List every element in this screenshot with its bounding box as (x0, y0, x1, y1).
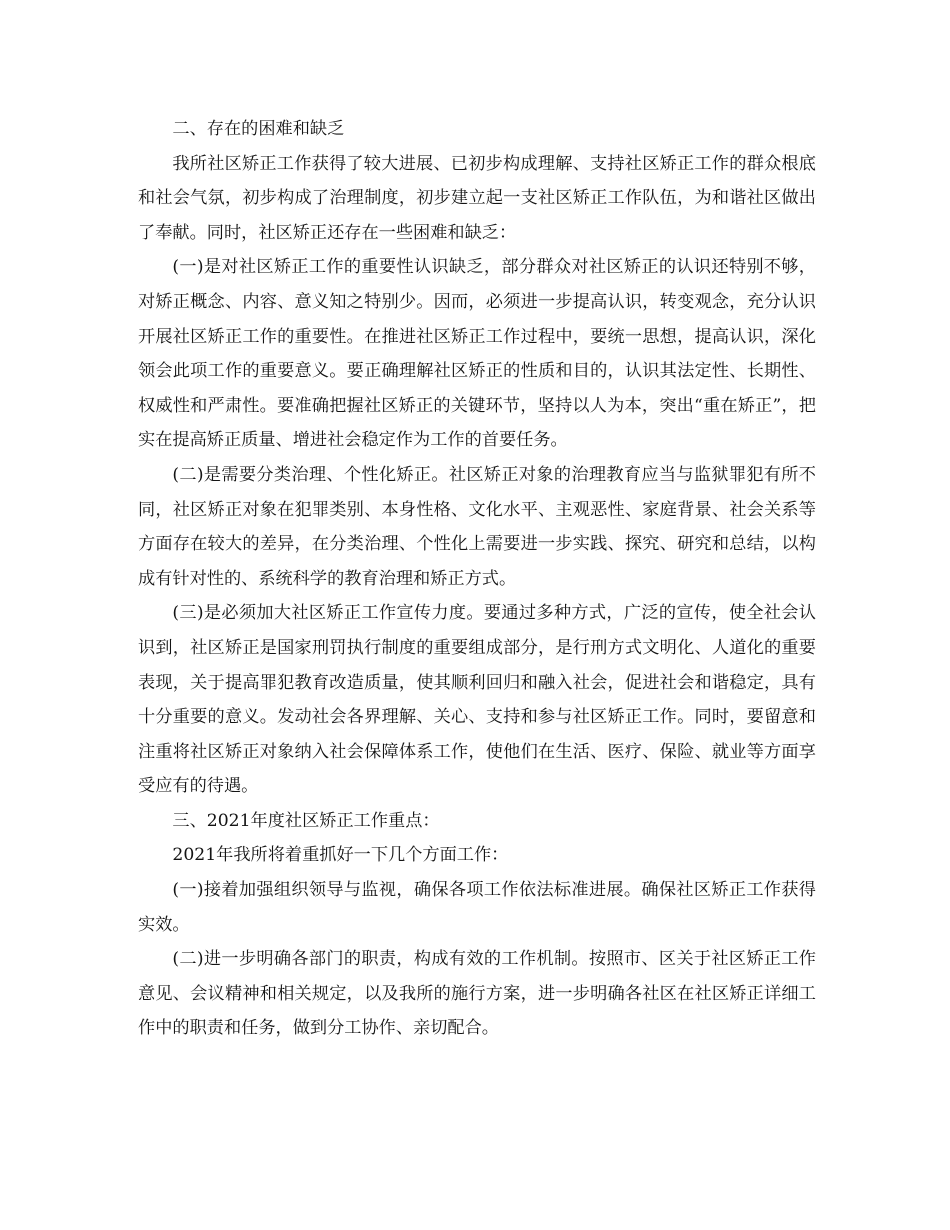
paragraph-difficulty-1: (一)是对社区矫正工作的重要性认识缺乏，部分群众对社区矫正的认识还特别不够，对矫正概念、内容、意义知之特别少。因而，必须进一步提高认识，转变观念，充分认识开展社区矫正工作的重要性。在推进社区矫正工作过程中，要统一思想，提高认识，深化领会此项工作的重要意义。要正确理解社区矫正的性质和目的，认识其法定性、长期性、权威性和严肃性。要准确把握社区矫正的关键环节，坚持以人为本，突出“重在矫正”，把实在提高矫正质量、增进社会稳定作为工作的首要任务。 (138, 257, 816, 451)
paragraph-focus-intro: 2021年我所将着重抓好一下几个方面工作： (172, 845, 509, 866)
document-page (138, 112, 816, 1046)
section-heading-focus: 三、2021年度社区矫正工作重点： (172, 810, 440, 831)
paragraph-difficulty-2: (二)是需要分类治理、个性化矫正。社区矫正对象的治理教育应当与监狱罪犯有所不同，社区矫正对象在犯罪类别、本身性格、文化水平、主观恶性、家庭背景、社会关系等方面存在较大的差异，在分类治理、个性化上需要进一步实践、探究、研究和总结，以构成有针对性的、系统科学的教育治理和矫正方式。 (138, 464, 816, 589)
paragraph-difficulty-3: (三)是必须加大社区矫正工作宣传力度。要通过多种方式，广泛的宣传，使全社会认识到，社区矫正是国家刑罚执行制度的重要组成部分，是行刑方式文明化、人道化的重要表现，关于提高罪犯教育改造质量，使其顺利回归和融入社会，促进社会和谐稳定，具有十分重要的意义。发动社会各界理解、关心、支持和参与社区矫正工作。同时，要留意和注重将社区矫正对象纳入社会保障体系工作，使他们在生活、医疗、保险、就业等方面享受应有的待遇。 (138, 603, 816, 797)
paragraph-progress-summary: 我所社区矫正工作获得了较大进展、已初步构成理解、支持社区矫正工作的群众根底和社会气氛，初步构成了治理制度，初步建立起一支社区矫正工作队伍，为和谐社区做出了奉献。同时，社区矫正还存在一些困难和缺乏： (138, 153, 816, 243)
paragraph-focus-2: (二)进一步明确各部门的职责，构成有效的工作机制。按照市、区关于社区矫正工作意见、会议精神和相关规定，以及我所的施行方案，进一步明确各社区在社区矫正详细工作中的职责和任务，做到分工协作、亲切配合。 (138, 949, 816, 1039)
paragraph-focus-1: (一)接着加强组织领导与监视，确保各项工作依法标准进展。确保社区矫正工作获得实效。 (138, 880, 816, 935)
section-heading-difficulties: 二、存在的困难和缺乏 (172, 119, 345, 139)
